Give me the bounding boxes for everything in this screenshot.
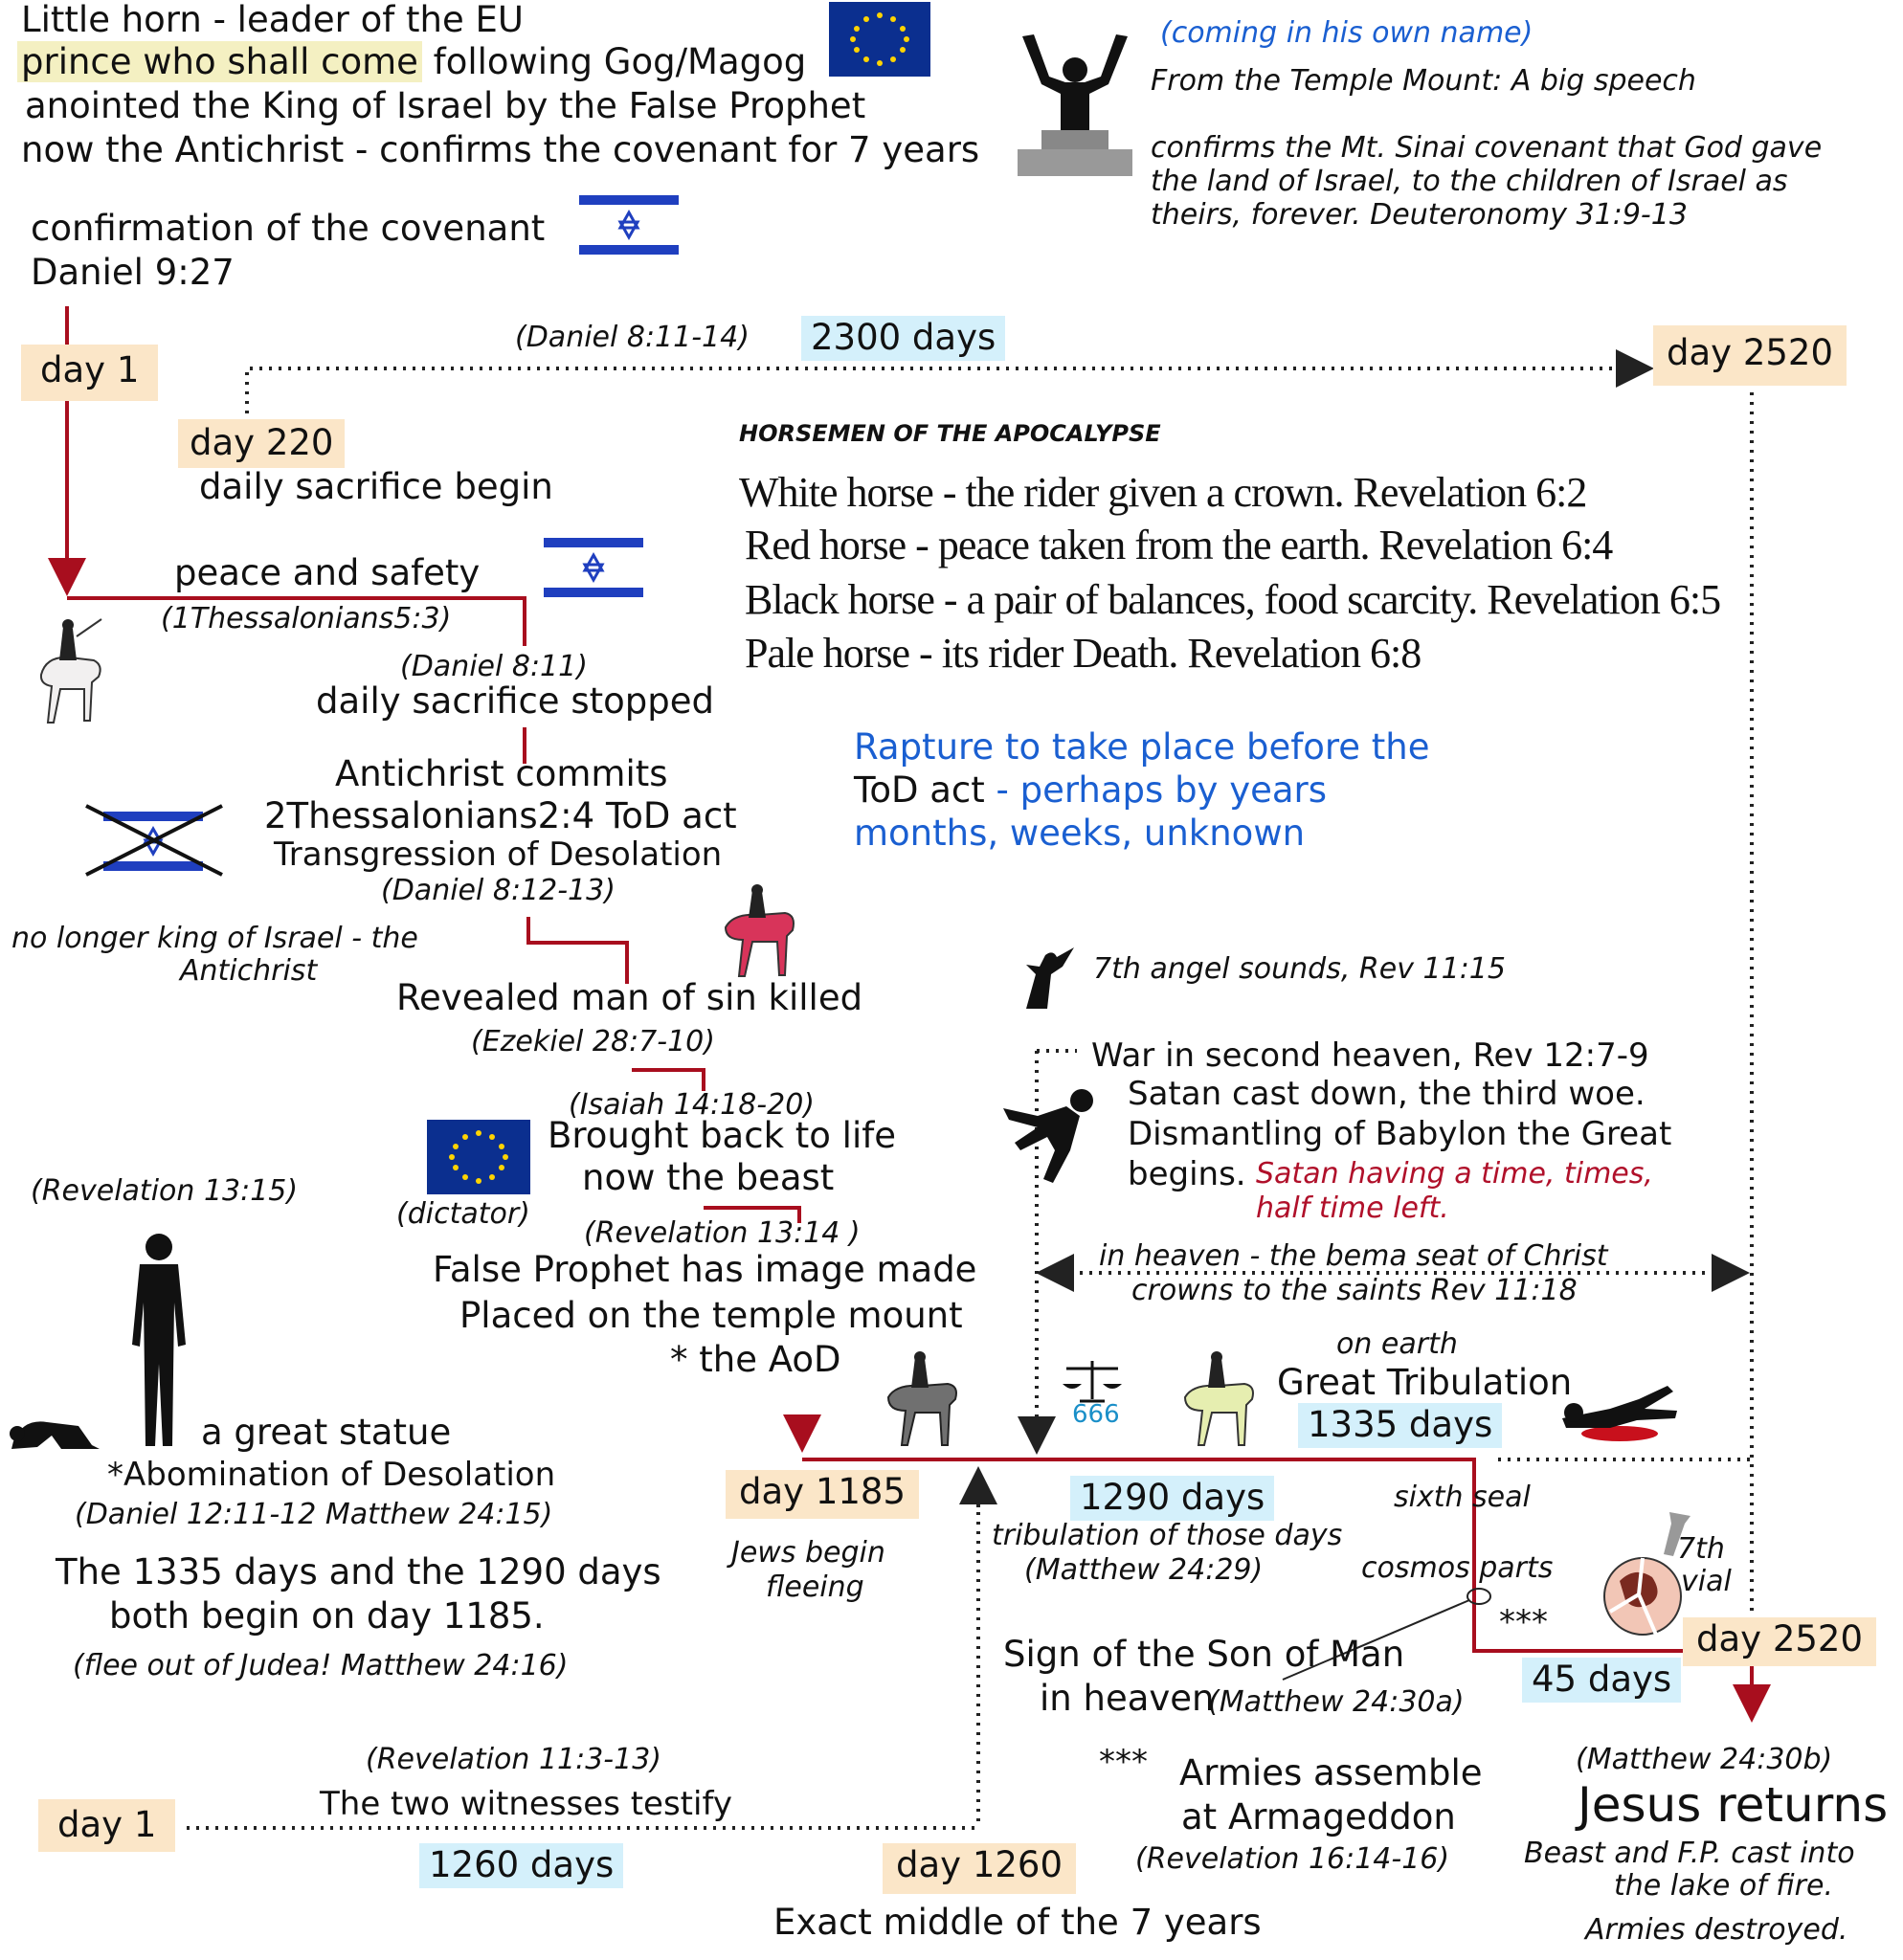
- temple-speech: From the Temple Mount: A big speech: [1151, 64, 1696, 98]
- rapture-line2: [854, 770, 1327, 812]
- bema-seat: in heaven - the bema seat of Christ: [1099, 1239, 1608, 1273]
- exact-middle: Exact middle of the 7 years: [773, 1902, 1262, 1943]
- header-line4: now the Antichrist - confirms the covenant for 7 years: [21, 129, 980, 170]
- beast-fp-cast: Beast and F.P. cast into: [1524, 1837, 1855, 1870]
- speaker-silhouette-icon: [1013, 27, 1137, 180]
- great-statue: a great statue: [201, 1412, 452, 1453]
- crowns-saints: crowns to the saints Rev 11:18: [1131, 1274, 1578, 1307]
- no-longer-line2: Antichrist: [180, 954, 318, 988]
- eu-flag-icon: [427, 1120, 530, 1194]
- war-heaven: War in second heaven, Rev 12:7-9: [1091, 1036, 1649, 1075]
- rapture-line3: months, weeks, unknown: [854, 813, 1306, 854]
- day-2520-top: day 2520: [1653, 325, 1847, 386]
- day-1-bottom: day 1: [38, 1799, 175, 1852]
- crossed-israel-flag-icon: [82, 802, 226, 879]
- black-horse-rider-icon: [879, 1351, 965, 1447]
- rapture-line1: Rapture to take place before the: [854, 726, 1430, 768]
- armies-stars: ***: [1099, 1743, 1148, 1781]
- header-line2: [17, 42, 806, 83]
- revelation-1614: (Revelation 16:14-16): [1135, 1842, 1450, 1876]
- abomination: *Abomination of Desolation: [107, 1456, 556, 1494]
- standing-man-icon: [123, 1230, 195, 1450]
- day-2520-bottom: day 2520: [1683, 1617, 1876, 1666]
- kneeling-man-icon: [4, 1405, 109, 1453]
- both-begin-line1: The 1335 days and the 1290 days: [56, 1551, 661, 1592]
- horsemen-title: HORSEMEN OF THE APOCALYPSE: [739, 420, 1161, 447]
- own-name: (coming in his own name): [1160, 16, 1534, 50]
- days-1335: 1335 days: [1298, 1403, 1502, 1448]
- matthew-2429: (Matthew 24:29): [1024, 1553, 1264, 1587]
- no-longer-line1: no longer king of Israel - the: [11, 922, 418, 955]
- prince-highlight: prince who shall come: [17, 41, 422, 82]
- tod-act-ref: 2Thessalonians2:4 ToD act: [264, 795, 737, 836]
- sacrifice-begin: daily sacrifice begin: [199, 466, 553, 507]
- seventh-vial-label: 7th: [1677, 1532, 1725, 1566]
- jesus-returns: Jesus returns: [1578, 1777, 1889, 1833]
- fallen-man-icon: [1553, 1380, 1687, 1447]
- white-horse-rider-icon: [27, 617, 107, 727]
- eu-flag-icon: [829, 2, 930, 77]
- two-witnesses: The two witnesses testify: [320, 1785, 732, 1823]
- day-220: day 220: [178, 419, 345, 468]
- days-1260: 1260 days: [419, 1843, 623, 1888]
- cosmos-parts: cosmos parts: [1361, 1551, 1554, 1585]
- day-1-top: day 1: [21, 345, 158, 401]
- scales-icon: [1061, 1357, 1124, 1405]
- man-of-sin-killed: Revealed man of sin killed: [396, 977, 863, 1018]
- sacrifice-stopped: daily sacrifice stopped: [316, 680, 714, 722]
- revelation-113: (Revelation 11:3-13): [366, 1743, 662, 1776]
- confirmation-label: confirmation of the covenant: [31, 208, 546, 249]
- in-heaven: in heaven: [1040, 1678, 1215, 1719]
- sixth-seal: sixth seal: [1394, 1481, 1531, 1514]
- revelation-1315: (Revelation 13:15): [31, 1174, 299, 1208]
- jews-begin: Jews begin: [731, 1536, 885, 1570]
- header-line1: Little horn - leader of the EU: [21, 0, 524, 40]
- transgression: Transgression of Desolation: [274, 835, 723, 874]
- horse-white: White horse - the rider given a crown. Revelation 6:2: [739, 469, 1587, 516]
- stars-sixth: ***: [1499, 1603, 1548, 1641]
- header-line3: anointed the King of Israel by the False Prophet: [25, 85, 866, 126]
- satan-cast: Satan cast down, the third woe.: [1128, 1075, 1646, 1113]
- sinai-line2: the land of Israel, to the children of Israel as: [1151, 165, 1788, 198]
- brought-back: Brought back to life: [548, 1115, 897, 1156]
- tod-act: ToD act: [854, 769, 985, 811]
- on-earth: on earth: [1336, 1327, 1458, 1361]
- jews-fleeing: fleeing: [766, 1570, 864, 1604]
- begins: begins.: [1128, 1155, 1246, 1193]
- perhaps-years: - perhaps by years: [984, 769, 1328, 811]
- sinai-line3: theirs, forever. Deuteronomy 31:9-13: [1151, 198, 1688, 232]
- tribulation-days: tribulation of those days: [992, 1519, 1343, 1552]
- days-2300: 2300 days: [801, 316, 1005, 361]
- days-1290: 1290 days: [1070, 1476, 1274, 1521]
- great-tribulation: Great Tribulation: [1277, 1362, 1573, 1403]
- now-beast: now the beast: [582, 1157, 835, 1198]
- ezekiel-287: (Ezekiel 28:7-10): [471, 1025, 715, 1058]
- dismantling: Dismantling of Babylon the Great: [1128, 1115, 1672, 1153]
- the-aod: * the AoD: [670, 1339, 841, 1380]
- peace-safety: peace and safety: [174, 552, 481, 593]
- daniel-927: Daniel 9:27: [31, 252, 235, 293]
- horse-black: Black horse - a pair of balances, food scarcity. Revelation 6:5: [745, 576, 1721, 623]
- israel-flag-icon: [579, 189, 679, 260]
- armies-assemble: Armies assemble: [1179, 1752, 1483, 1793]
- angel-icon: [1007, 946, 1076, 1013]
- header-line2-rest: following Gog/Magog: [421, 41, 807, 82]
- daniel-812-13: (Daniel 8:12-13): [381, 874, 616, 907]
- horse-pale: Pale horse - its rider Death. Revelation 6:8: [745, 630, 1422, 677]
- matthew-2430b: (Matthew 24:30b): [1576, 1743, 1833, 1776]
- daniel-811-14: (Daniel 8:11-14): [515, 321, 750, 354]
- thessalonians-53: (1Thessalonians5:3): [161, 602, 452, 635]
- pale-horse-rider-icon: [1175, 1351, 1262, 1447]
- seventh-angel: 7th angel sounds, Rev 11:15: [1093, 952, 1506, 986]
- antichrist-commits: Antichrist commits: [335, 753, 668, 794]
- satan-time1: Satan having a time, times,: [1256, 1157, 1653, 1191]
- isaiah-1418: (Isaiah 14:18-20): [569, 1088, 815, 1122]
- lake-of-fire: the lake of fire.: [1614, 1869, 1834, 1903]
- dictator: (dictator): [396, 1197, 530, 1231]
- armies-destroyed: Armies destroyed.: [1585, 1913, 1848, 1947]
- flee-judea: (flee out of Judea! Matthew 24:16): [73, 1649, 569, 1682]
- days-45: 45 days: [1522, 1658, 1681, 1703]
- sign-son-of-man: Sign of the Son of Man: [1003, 1634, 1405, 1675]
- daniel-811: (Daniel 8:11): [400, 650, 588, 683]
- satan-time2: half time left.: [1256, 1192, 1449, 1225]
- image-made: False Prophet has image made: [433, 1249, 977, 1290]
- revelation-1314: (Revelation 13:14 ): [584, 1216, 861, 1250]
- both-begin-line2: both begin on day 1185.: [109, 1595, 545, 1637]
- sinai-line1: confirms the Mt. Sinai covenant that God gave: [1151, 131, 1823, 165]
- day-1185: day 1185: [726, 1470, 919, 1519]
- red-horse-rider-icon: [716, 884, 802, 980]
- seventh-vial-label2: vial: [1681, 1565, 1732, 1598]
- day-1260: day 1260: [883, 1843, 1076, 1894]
- falling-man-icon: [999, 1083, 1105, 1189]
- matthew-2430a: (Matthew 24:30a): [1208, 1685, 1465, 1719]
- placed-temple: Placed on the temple mount: [459, 1295, 963, 1336]
- daniel-matthew: (Daniel 12:11-12 Matthew 24:15): [75, 1498, 553, 1531]
- israel-flag-icon: [544, 532, 643, 603]
- horse-red: Red horse - peace taken from the earth. Revelation 6:4: [745, 522, 1613, 568]
- at-armageddon: at Armageddon: [1181, 1796, 1456, 1838]
- mark-666: 666: [1072, 1400, 1120, 1429]
